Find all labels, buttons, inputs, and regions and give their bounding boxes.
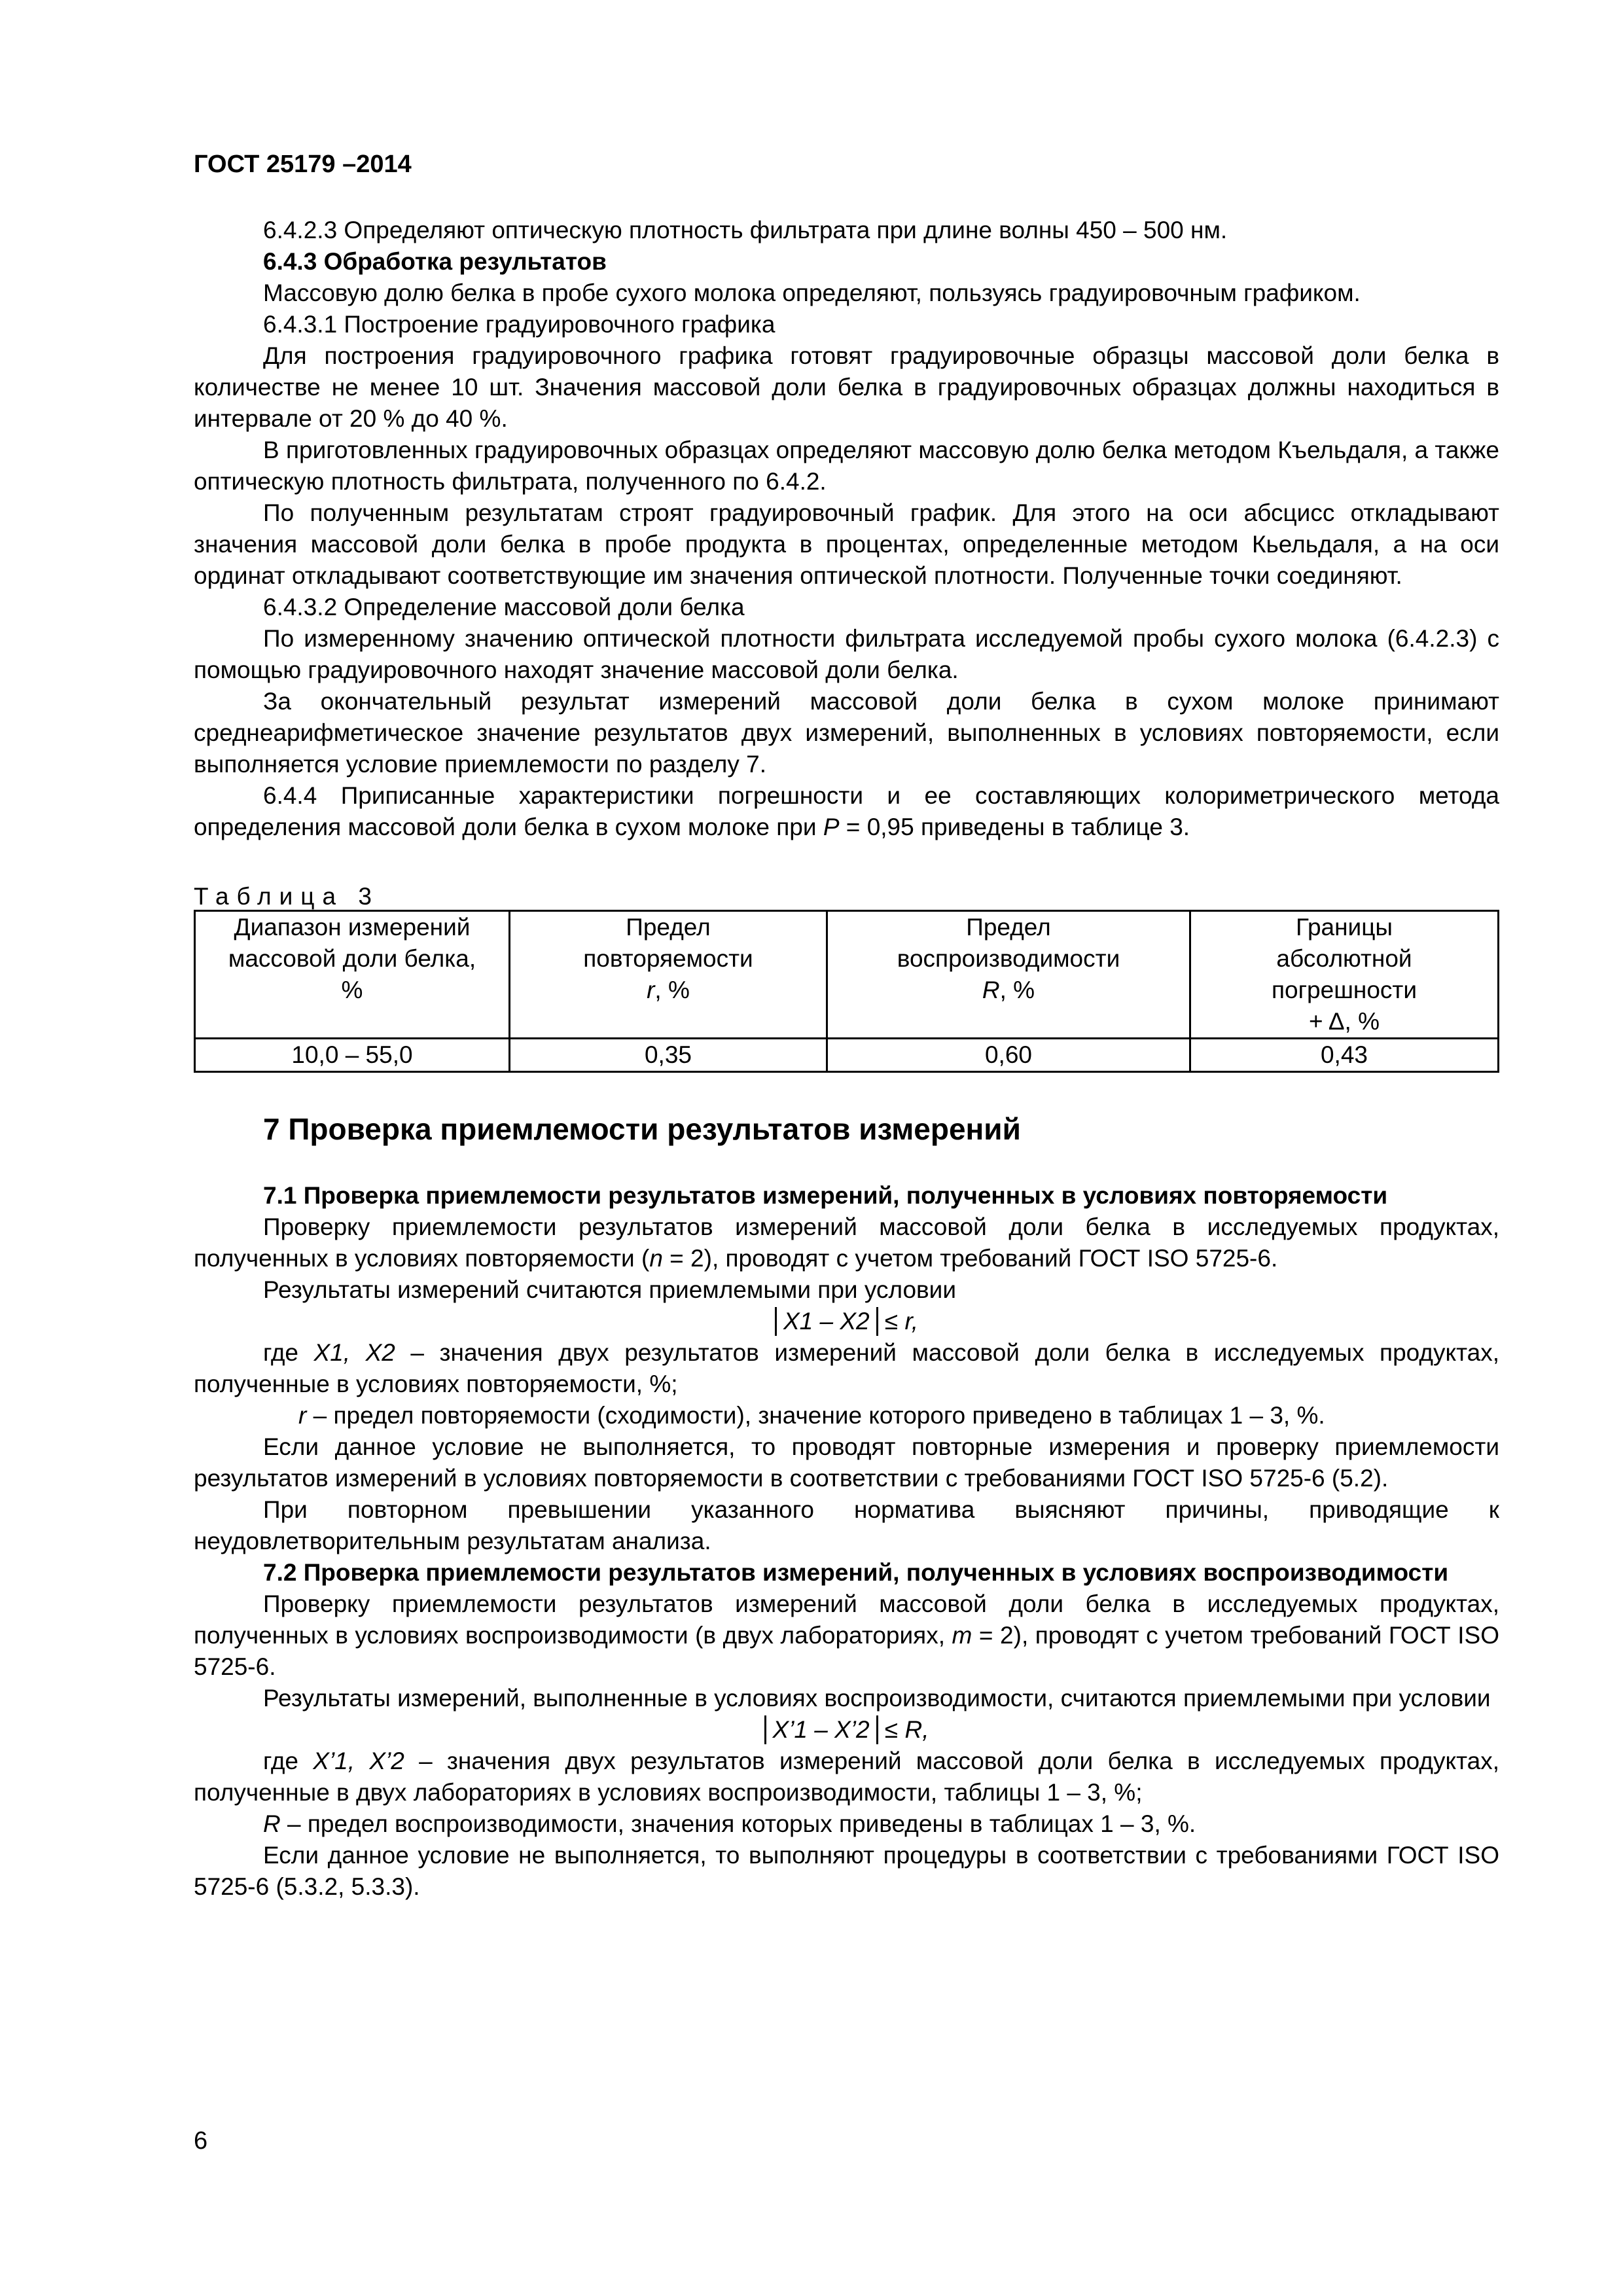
formula1-tail: ≤ r, <box>878 1308 919 1335</box>
heading-6431: 6.4.3.1 Построение градуировочного графика <box>263 311 776 338</box>
header-text: абсолютной <box>1276 945 1412 972</box>
p644-text-a: 6.4.4 Приписанные характеристики погрешности и ее составляющих колориметрического метода определения массовой доли белка в сухом молоке при <box>194 782 1499 840</box>
formula-repeatability <box>194 1306 1499 1337</box>
header-text: погрешности <box>1271 977 1418 1003</box>
p72a-text: Проверку приемлемости результатов измерений массовой доли белка в исследуемых продуктах, полученных в условиях воспроизводимости (в двух лабораториях, <box>194 1590 1499 1649</box>
paragraph-72-c <box>194 1746 1499 1808</box>
header-text: Границы <box>1296 914 1393 941</box>
p71a-var: n <box>649 1245 663 1272</box>
header-var: r <box>647 977 655 1003</box>
paragraph-72-a <box>194 1588 1499 1683</box>
p72c-vars: X’1, X’2 <box>313 1748 404 1774</box>
document-header: ГОСТ 25179 –2014 <box>194 151 412 178</box>
paragraph-71-b: Результаты измерений считаются приемлемыми при условии <box>263 1276 957 1303</box>
p72a-var: m <box>952 1622 972 1649</box>
p72d-text: – предел воспроизводимости, значения которых приведены в таблицах 1 – 3, %. <box>280 1810 1196 1837</box>
p71c-text2: – значения двух результатов измерений массовой доли белка в исследуемых продуктах, полученные в условиях повторяемости, %; <box>194 1339 1500 1397</box>
paragraph-71-d <box>194 1400 1499 1431</box>
heading-6432: 6.4.3.2 Определение массовой доли белка <box>263 594 745 620</box>
header-text: + Δ, % <box>1308 1008 1380 1035</box>
table-row <box>195 1039 1499 1072</box>
paragraph-6432-a: По измеренному значению оптической плотности фильтрата исследуемой пробы сухого молока (6.4.2.3) с помощью градуировочного находят значение массовой доли белка. <box>194 625 1499 683</box>
p71c-text: где <box>263 1339 314 1366</box>
header-text: воспроизводимости <box>897 945 1120 972</box>
header-cell-error <box>1190 911 1499 1039</box>
heading-643: 6.4.3 Обработка результатов <box>263 248 607 275</box>
heading-72: 7.2 Проверка приемлемости результатов измерений, полученных в условиях воспроизводимости <box>263 1559 1449 1586</box>
paragraph-72-b: Результаты измерений, выполненные в условиях воспроизводимости, считаются приемлемыми при условии <box>263 1685 1491 1712</box>
p71a-text2: = 2), проводят с учетом требований ГОСТ ISO 5725-6. <box>662 1245 1278 1272</box>
header-text: Предел <box>966 914 1051 941</box>
paragraph-644 <box>194 780 1499 843</box>
p71d-var: r <box>298 1402 307 1429</box>
header-text: повторяемости <box>583 945 753 972</box>
paragraph-6431-c: По полученным результатам строят градуировочный график. Для этого на оси абсцисс откладывают значения массовой доли белка в пробе продукта в процентах, определенные методом Кьельдаля, а на оси ординат откладывают соответствующие им значения оптической плотности. Полученные точки соединяют. <box>194 499 1499 589</box>
paragraph-72-e: Если данное условие не выполняется, то выполняют процедуры в соответствии с требованиями ГОСТ ISO 5725-6 (5.3.2, 5.3.3). <box>194 1842 1499 1900</box>
p644-text-b: = 0,95 приведены в таблице 3. <box>839 814 1190 840</box>
section-7-title: 7 Проверка приемлемости результатов измерений <box>263 1112 1021 1146</box>
p71a-text: Проверку приемлемости результатов измерений массовой доли белка в исследуемых продуктах, полученных в условиях повторяемости ( <box>194 1213 1499 1272</box>
paragraph-71-c <box>194 1337 1499 1400</box>
header-var: R <box>982 977 1000 1003</box>
paragraph-71-e: Если данное условие не выполняется, то проводят повторные измерения и проверку приемлемости результатов измерений в условиях повторяемости в соответствии с требованиями ГОСТ ISO 5725-6 (5.2). <box>194 1433 1499 1492</box>
paragraph-71-a <box>194 1211 1499 1274</box>
header-text: Диапазон измерений <box>234 914 471 941</box>
formula2-tail: ≤ R, <box>878 1716 929 1743</box>
p72d-var: R <box>263 1810 281 1837</box>
cell-reproducibility: 0,60 <box>827 1039 1190 1072</box>
header-text <box>514 975 822 1006</box>
header-unit: , % <box>654 977 690 1003</box>
p72c-text2: – значения двух результатов измерений массовой доли белка в исследуемых продуктах, полученные в двух лабораториях в условиях воспроизводимости, таблицы 1 – 3, %; <box>194 1748 1500 1806</box>
heading-71: 7.1 Проверка приемлемости результатов измерений, полученных в условиях повторяемости <box>263 1182 1388 1209</box>
p644-var: Р <box>823 814 840 840</box>
p71d-text: – предел повторяемости (сходимости), значение которого приведено в таблицах 1 – 3, %. <box>306 1402 1325 1429</box>
header-cell-range <box>195 911 510 1039</box>
formula-reproducibility <box>194 1714 1499 1746</box>
table-3 <box>194 910 1499 1073</box>
paragraph-71-f: При повторном превышении указанного норматива выясняют причины, приводящие к неудовлетворительным результатам анализа. <box>194 1496 1499 1554</box>
page-number: 6 <box>194 2127 208 2155</box>
header-text: Предел <box>626 914 711 941</box>
table-header-row <box>195 911 1499 1039</box>
cell-repeatability: 0,35 <box>510 1039 827 1072</box>
header-text <box>832 975 1185 1006</box>
header-cell-repeatability <box>510 911 827 1039</box>
paragraph-6423: 6.4.2.3 Определяют оптическую плотность фильтрата при длине волны 450 – 500 нм. <box>263 217 1228 243</box>
paragraph-6431-b: В приготовленных градуировочных образцах определяют массовую долю белка методом Къельдаля, а также оптическую плотность фильтрата, полученного по 6.4.2. <box>194 437 1499 495</box>
paragraph-643: Массовую долю белка в пробе сухого молока определяют, пользуясь градуировочным графиком. <box>263 279 1361 306</box>
cell-error: 0,43 <box>1190 1039 1499 1072</box>
paragraph-6431-a: Для построения градуировочного графика готовят градуировочные образцы массовой доли белка в количестве не менее 10 шт. Значения массовой доли белка в градуировочных образцах должны находиться в интервале от 20 % до 40 %. <box>194 342 1499 432</box>
p71c-vars: X1, X2 <box>313 1339 395 1366</box>
table-caption: Таблица 3 <box>194 883 380 910</box>
cell-range: 10,0 – 55,0 <box>195 1039 510 1072</box>
formula1-abs: X1 – X2 <box>775 1307 878 1336</box>
header-unit: , % <box>999 977 1035 1003</box>
header-text: массовой доли белка, <box>228 945 476 972</box>
paragraph-72-d <box>194 1808 1499 1840</box>
p72a-text2: = 2), проводят с учетом требований ГОСТ ISO 5725-6. <box>194 1622 1500 1680</box>
paragraph-6432-b: За окончательный результат измерений массовой доли белка в сухом молоке принимают среднеарифметическое значение результатов двух измерений, выполненных в условиях повторяемости, если выполняется условие приемлемости по разделу 7. <box>194 688 1499 778</box>
document-body <box>194 215 1499 1903</box>
p72c-text: где <box>263 1748 313 1774</box>
header-cell-reproducibility <box>827 911 1190 1039</box>
header-text: % <box>341 977 363 1003</box>
formula2-abs: X’1 – X’2 <box>764 1715 878 1744</box>
